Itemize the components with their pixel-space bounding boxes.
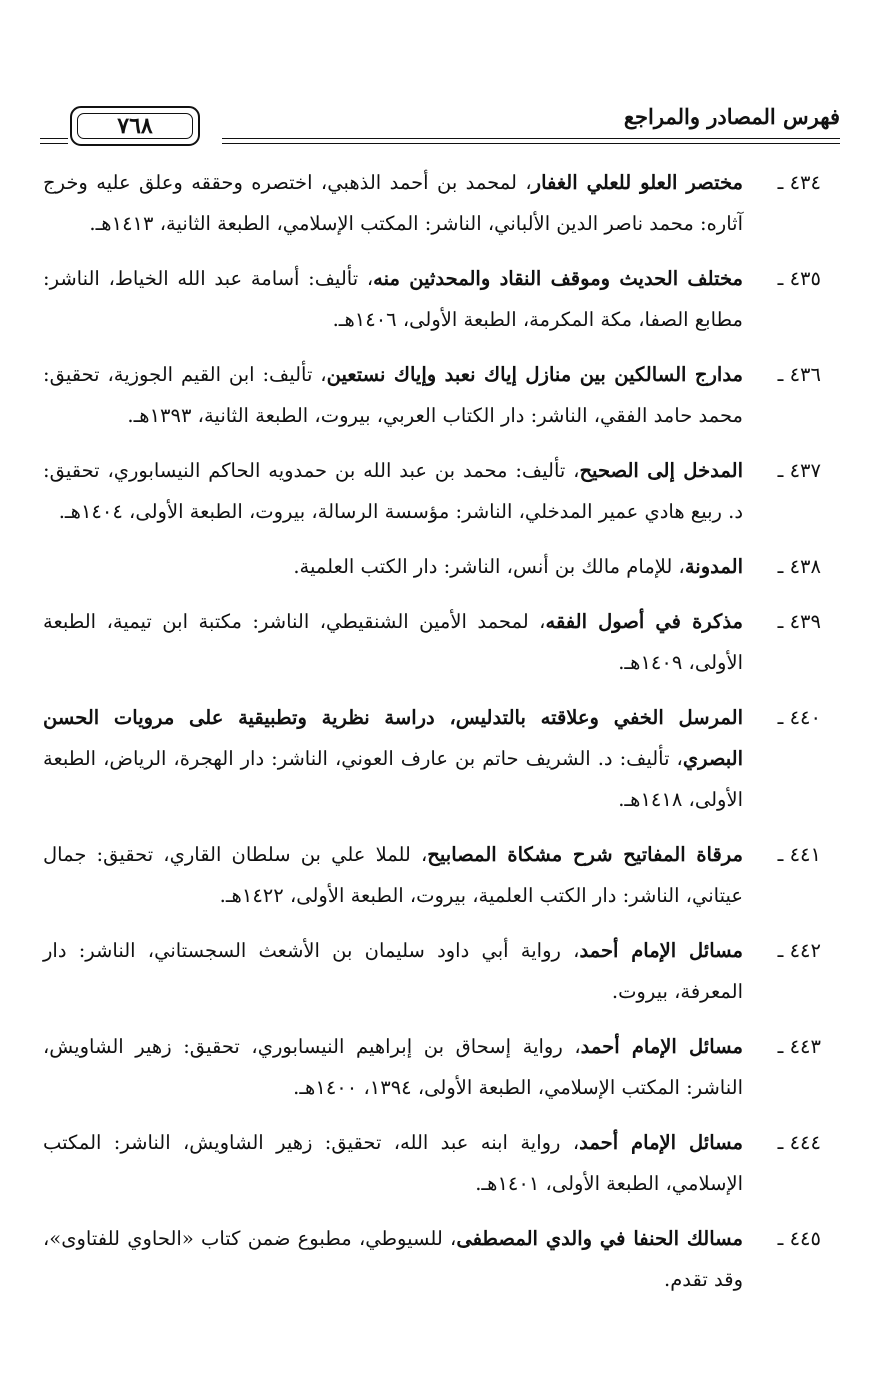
entry-details: ، لمحمد بن أحمد الذهبي، اختصره وحققه وعلق عليه وخرج آثاره: محمد ناصر الدين الألباني، الناشر: المكتب الإسلامي، الطبعة الثانية، ١٤١٣هـ. [43, 171, 743, 235]
entry-details: ، رواية ابنه عبد الله، تحقيق: زهير الشاويش، الناشر: المكتب الإسلامي، الطبعة الأولى، ١٤٠١هـ. [43, 1131, 743, 1195]
entry-details: ، للإمام مالك بن أنس، الناشر: دار الكتب العلمية. [293, 555, 685, 578]
entry-details: ، رواية إسحاق بن إبراهيم النيسابوري، تحقيق: زهير الشاويش، الناشر: المكتب الإسلامي، الطبعة الأولى، ١٣٩٤، ١٤٠٠هـ. [43, 1035, 743, 1099]
bibliography-entry [43, 258, 821, 340]
entry-number: ٤٣٦ ـ [777, 363, 821, 386]
entry-title: مذكرة في أصول الفقه [545, 610, 744, 633]
entry-number: ٤٣٤ ـ [777, 171, 821, 194]
bibliography-entry [43, 834, 821, 916]
bibliography-entry [43, 930, 821, 1012]
bibliography-list [43, 162, 821, 1314]
bibliography-entry [43, 1026, 821, 1108]
entry-number: ٤٤٥ ـ [777, 1227, 821, 1250]
entry-number: ٤٣٥ ـ [777, 267, 821, 290]
entry-number: ٤٤١ ـ [777, 843, 821, 866]
page-number: ٧٦٨ [77, 113, 193, 139]
entry-title: مسائل الإمام أحمد [579, 939, 743, 962]
bibliography-entry [43, 1218, 821, 1300]
entry-title: مسائل الإمام أحمد [579, 1131, 743, 1154]
entry-title: مختلف الحديث وموقف النقاد والمحدثين منه [373, 267, 743, 290]
entry-title: المرسل الخفي وعلاقته بالتدليس، دراسة نظرية وتطبيقية على مرويات الحسن البصري [43, 706, 743, 770]
running-title: فهرس المصادر والمراجع [623, 104, 840, 129]
entry-details: ، لمحمد الأمين الشنقيطي، الناشر: مكتبة ابن تيمية، الطبعة الأولى، ١٤٠٩هـ. [43, 610, 743, 674]
entry-details: ، تأليف: أسامة عبد الله الخياط، الناشر: مطابع الصفا، مكة المكرمة، الطبعة الأولى، ١٤٠٦هـ. [43, 267, 743, 331]
bibliography-entry [43, 1122, 821, 1204]
entry-number: ٤٣٨ ـ [777, 555, 821, 578]
entry-number: ٤٤٠ ـ [777, 706, 821, 729]
entry-details: ، رواية أبي داود سليمان بن الأشعث السجستاني، الناشر: دار المعرفة، بيروت. [43, 939, 743, 1003]
bibliography-entry [43, 546, 821, 587]
entry-details: ، تأليف: محمد بن عبد الله بن حمدويه الحاكم النيسابوري، تحقيق: د. ربيع هادي عمير المدخلي، الناشر: مؤسسة الرسالة، بيروت، الطبعة الأولى، ١٤٠٤هـ. [43, 459, 743, 523]
entry-title: المدونة [684, 555, 743, 578]
page-number-frame [70, 106, 200, 146]
entry-title: مختصر العلو للعلي الغفار [531, 171, 743, 194]
entry-details: ، تأليف: ابن القيم الجوزية، تحقيق: محمد حامد الفقي، الناشر: دار الكتاب العربي، بيروت، الطبعة الثانية، ١٣٩٣هـ. [43, 363, 743, 427]
page-header [40, 96, 840, 156]
entry-details: ، تأليف: د. الشريف حاتم بن عارف العوني، الناشر: دار الهجرة، الرياض، الطبعة الأولى، ١٤١٨هـ. [43, 747, 743, 811]
bibliography-entry [43, 354, 821, 436]
bibliography-entry [43, 162, 821, 244]
entry-title: مدارج السالكين بين منازل إياك نعبد وإياك نستعين [326, 363, 744, 386]
entry-number: ٤٣٧ ـ [777, 459, 821, 482]
bibliography-entry [43, 450, 821, 532]
bibliography-entry [43, 601, 821, 683]
entry-title: المدخل إلى الصحيح [579, 459, 743, 482]
entry-number: ٤٣٩ ـ [777, 610, 821, 633]
bibliography-entry [43, 697, 821, 820]
entry-number: ٤٤٣ ـ [777, 1035, 821, 1058]
entry-title: مرقاة المفاتيح شرح مشكاة المصابيح [427, 843, 744, 866]
entry-number: ٤٤٤ ـ [777, 1131, 821, 1154]
entry-title: مسائل الإمام أحمد [580, 1035, 743, 1058]
entry-title: مسالك الحنفا في والدي المصطفى [456, 1227, 743, 1250]
entry-details: ، للسيوطي، مطبوع ضمن كتاب «الحاوي للفتاوى»، وقد تقدم. [43, 1227, 743, 1291]
entry-number: ٤٤٢ ـ [777, 939, 821, 962]
entry-details: ، للملا علي بن سلطان القاري، تحقيق: جمال عيتاني، الناشر: دار الكتب العلمية، بيروت، الطبعة الأولى، ١٤٢٢هـ. [43, 843, 743, 907]
